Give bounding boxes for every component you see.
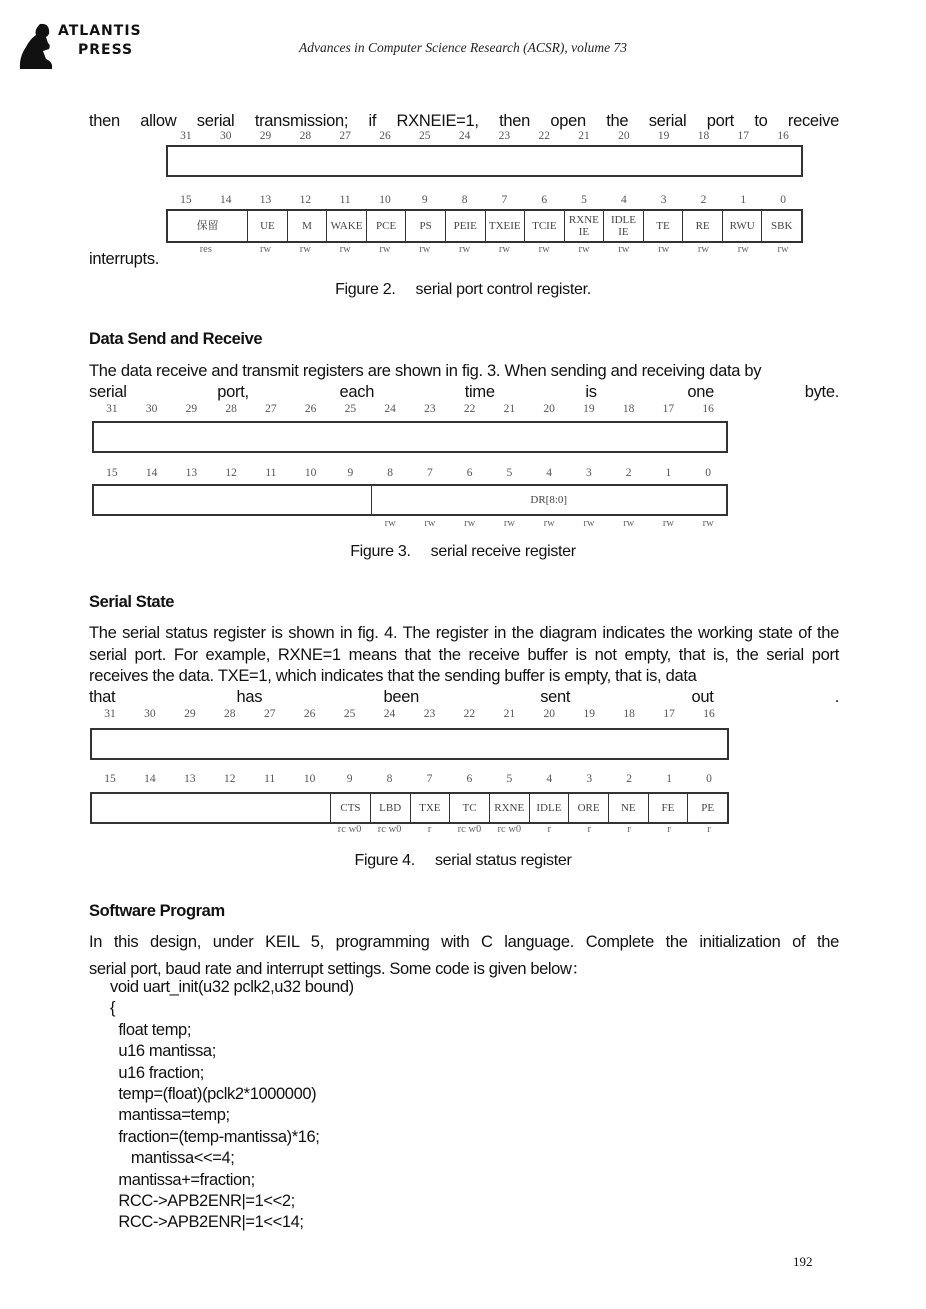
access-label: r: [427, 824, 432, 835]
access-label: [211, 518, 251, 529]
bit-number: 13: [259, 194, 272, 206]
bit-number: 29: [185, 403, 198, 415]
bit-number: 24: [384, 403, 396, 415]
bit-number: 22: [463, 708, 476, 720]
bit-number: 11: [339, 194, 351, 206]
access-label: rc w0: [457, 824, 482, 835]
access-label: rw: [702, 518, 714, 529]
bit-number: 31: [104, 708, 116, 720]
bit-number: 2: [626, 773, 633, 785]
register-field: 保留: [196, 220, 219, 232]
figure2-register-diagram: [166, 128, 803, 258]
bit-number: 28: [225, 403, 237, 415]
bit-number: 18: [697, 130, 710, 142]
intro-line1: then allow serial transmission; if RXNEIE=1, then open the serial port to receive: [89, 112, 839, 130]
code-line: temp=(float)(pclk2*1000000): [110, 1085, 317, 1104]
register-field: IDLE: [529, 794, 569, 822]
bit-number: 23: [498, 130, 511, 142]
access-label: rw: [538, 244, 550, 255]
access-label: [331, 518, 371, 529]
page-number: 192: [793, 1254, 813, 1269]
bit-number: 7: [501, 194, 508, 206]
figure2-fields: [168, 211, 801, 241]
access-label: rw: [419, 244, 431, 255]
access-label: rw: [777, 244, 789, 255]
bit-number: 25: [343, 708, 356, 720]
access-label: rw: [503, 518, 515, 529]
bit-number: 12: [225, 467, 237, 479]
bit-number: 22: [463, 403, 476, 415]
bit-number: 27: [339, 130, 351, 142]
section-heading-data-send-receive: Data Send and Receive: [89, 330, 263, 348]
figure4-register-diagram: [90, 707, 729, 842]
register-field: PS: [405, 211, 445, 241]
register-field: ORE: [568, 794, 608, 822]
bit-number: 11: [265, 467, 277, 479]
register-field: TCIE: [524, 211, 564, 241]
bit-number: 29: [184, 708, 196, 720]
access-label: [92, 518, 132, 529]
access-label: rw: [259, 244, 272, 255]
access-label: rw: [623, 518, 635, 529]
bit-number: 24: [458, 130, 471, 142]
access-label: [132, 518, 172, 529]
bit-number: 15: [106, 467, 118, 479]
bit-number: 14: [219, 194, 232, 206]
bit-number: 10: [379, 194, 391, 206]
bit-number: 8: [387, 467, 393, 479]
access-label: r: [667, 824, 671, 835]
bit-number: 1: [740, 194, 747, 206]
figure2-access-labels: [166, 244, 803, 255]
software-para-line2: serial port, baud rate and interrupt settings. Some code is given below：: [89, 960, 588, 978]
bit-number: 0: [780, 194, 786, 206]
bit-number: 26: [304, 403, 317, 415]
logo-line1: ATLANTIS: [58, 23, 142, 39]
serial-state-para: The serial status register is shown in fig. 4. The register in the diagram indicates the working state of the serial port. For example, RXNE=1 means that the receive buffer is not empty, that is, the serial port receives the data. TXE=1, which indicates that the sending buffer is empty, that is, data: [89, 624, 839, 685]
register-field: PEIE: [445, 211, 485, 241]
logo-line2: PRESS: [78, 42, 134, 58]
register-field: TC: [449, 794, 489, 822]
intro-line2: interrupts.: [89, 250, 160, 268]
register-field: DR[8:0]: [371, 486, 727, 514]
register-field: PCE: [366, 211, 406, 241]
access-label: rc w0: [377, 824, 402, 835]
bit-number: 7: [427, 467, 433, 479]
access-label: rw: [583, 518, 595, 529]
figure4-caption: Figure 4. serial status register: [354, 852, 572, 869]
figure2-upper-bit-numbers: [166, 130, 803, 142]
data-send-para-line2: serial port, each time is one byte.: [89, 383, 839, 401]
figure4-upper-bit-numbers: [90, 708, 729, 720]
figure3-fields: [94, 486, 726, 514]
code-line: RCC->APB2ENR|=1<<2;: [110, 1192, 295, 1211]
bit-number: 11: [264, 773, 276, 785]
code-listing: [110, 977, 354, 1234]
bit-number: 5: [506, 773, 513, 785]
figure4-upper-register-box: [90, 728, 729, 760]
bit-number: 16: [777, 130, 789, 142]
bit-number: 3: [586, 773, 593, 785]
bit-number: 6: [466, 467, 473, 479]
register-field: RE: [682, 211, 722, 241]
bit-number: 4: [546, 773, 553, 785]
bit-number: 31: [180, 130, 192, 142]
code-line: RCC->APB2ENR|=1<<14;: [110, 1213, 304, 1232]
figure2-lower-register-box: [166, 209, 803, 243]
access-label: rw: [424, 518, 436, 529]
bit-number: 5: [581, 194, 587, 206]
bit-number: 16: [702, 403, 714, 415]
bit-number: 20: [618, 130, 630, 142]
figure2-caption: Figure 2. serial port control register.: [335, 281, 591, 298]
access-label: rw: [339, 244, 351, 255]
access-label: [251, 518, 291, 529]
bit-number: 8: [461, 194, 468, 206]
code-line: u16 mantissa;: [110, 1042, 216, 1061]
register-field: LBD: [370, 794, 410, 822]
bit-number: 18: [622, 403, 635, 415]
code-line: fraction=(temp-mantissa)*16;: [110, 1127, 320, 1146]
bit-number: 16: [703, 708, 715, 720]
bit-number: 12: [299, 194, 312, 206]
register-field: [92, 794, 330, 822]
bit-number: 13: [184, 773, 196, 785]
figure2-upper-register-box: [166, 145, 803, 177]
bit-number: 21: [578, 130, 590, 142]
bit-number: 2: [625, 467, 632, 479]
access-label: rw: [658, 244, 670, 255]
bit-number: 0: [705, 467, 711, 479]
bit-number: 22: [538, 130, 550, 142]
register-field: TXEIE: [485, 211, 525, 241]
section-heading-serial-state: Serial State: [89, 593, 175, 611]
access-label: rw: [498, 244, 510, 255]
access-label: r: [587, 824, 591, 835]
bit-number: 26: [379, 130, 391, 142]
bit-number: 4: [546, 467, 552, 479]
access-label: rw: [618, 244, 630, 255]
bit-number: 1: [666, 773, 672, 785]
register-field: M: [287, 211, 327, 241]
bit-number: 6: [466, 773, 473, 785]
code-line: mantissa<<=4;: [110, 1149, 235, 1168]
bit-number: 17: [737, 130, 750, 142]
access-label: res: [199, 244, 212, 255]
bit-number: 21: [503, 708, 516, 720]
access-label: rw: [464, 518, 476, 529]
access-label: r: [627, 824, 631, 835]
section-heading-software-program: Software Program: [89, 902, 225, 920]
bit-number: 25: [419, 130, 431, 142]
figure4-lower-bit-numbers: [90, 773, 729, 785]
bit-number: 31: [106, 403, 118, 415]
figure4-access-labels: [90, 824, 729, 835]
figure3-upper-register-box: [92, 421, 728, 453]
register-field: WAKE: [326, 211, 366, 241]
bit-number: 23: [424, 403, 436, 415]
bit-number: 20: [543, 403, 555, 415]
bit-number: 29: [259, 130, 272, 142]
register-field: FE: [648, 794, 688, 822]
bit-number: 7: [426, 773, 433, 785]
bit-number: 30: [144, 708, 156, 720]
code-line: u16 fraction;: [110, 1063, 204, 1082]
bit-number: 5: [506, 467, 513, 479]
code-line: {: [110, 999, 116, 1018]
bit-number: 9: [347, 467, 354, 479]
serial-state-para-last: that has been sent out .: [89, 688, 839, 706]
figure3-upper-bit-numbers: [92, 403, 728, 415]
access-label: [90, 824, 330, 835]
register-field: RXNE IE: [564, 211, 604, 241]
bit-number: 30: [145, 403, 158, 415]
access-label: rw: [379, 244, 391, 255]
access-label: rw: [662, 518, 674, 529]
journal-title: Advances in Computer Science Research (ACSR), volume 73: [299, 40, 627, 55]
access-label: rw: [737, 244, 749, 255]
access-label: [291, 518, 331, 529]
register-field: RXNE: [489, 794, 529, 822]
bit-number: 21: [503, 403, 516, 415]
register-field: TE: [643, 211, 683, 241]
bit-number: 1: [665, 467, 672, 479]
bit-number: 17: [663, 708, 675, 720]
bit-number: 30: [219, 130, 232, 142]
bit-number: 0: [706, 773, 712, 785]
figure3-lower-register-box: [92, 484, 728, 516]
access-label: [172, 518, 212, 529]
register-field: IDLE IE: [603, 211, 643, 241]
bit-number: 2: [700, 194, 707, 206]
access-label: rw: [697, 244, 710, 255]
figure3-register-diagram: [92, 402, 728, 532]
code-line: mantissa+=fraction;: [110, 1170, 255, 1189]
register-field: PE: [687, 794, 727, 822]
bit-number: 9: [421, 194, 428, 206]
register-field: NE: [608, 794, 648, 822]
bit-number: 14: [145, 467, 158, 479]
bit-number: 3: [586, 467, 592, 479]
bit-number: 24: [383, 708, 396, 720]
register-field: UE: [247, 211, 287, 241]
bit-number: 26: [303, 708, 316, 720]
bit-number: 8: [386, 773, 393, 785]
bit-number: 14: [144, 773, 156, 785]
code-line: void uart_init(u32 pclk2,u32 bound): [110, 978, 354, 996]
register-field: CTS: [330, 794, 370, 822]
bit-number: 10: [304, 467, 317, 479]
bit-number: 15: [180, 194, 192, 206]
bit-number: 28: [224, 708, 236, 720]
register-field: RWU: [722, 211, 762, 241]
bit-number: 15: [104, 773, 116, 785]
bit-number: 10: [303, 773, 316, 785]
bit-number: 6: [541, 194, 548, 206]
figure3-caption: Figure 3. serial receive register: [350, 543, 576, 560]
bit-number: 13: [185, 467, 198, 479]
access-label: rw: [543, 518, 555, 529]
access-label: rc w0: [337, 824, 362, 835]
figure3-lower-bit-numbers: [92, 467, 728, 479]
figure4-fields: [92, 794, 727, 822]
bit-number: 18: [623, 708, 635, 720]
figure3-access-labels: [92, 518, 728, 529]
bit-number: 9: [346, 773, 353, 785]
bit-number: 19: [657, 130, 670, 142]
access-label: rw: [299, 244, 311, 255]
access-label: rw: [384, 518, 396, 529]
access-label: r: [547, 824, 552, 835]
bit-number: 3: [660, 194, 667, 206]
bit-number: 20: [543, 708, 556, 720]
register-field: TXE: [410, 794, 450, 822]
figure2-lower-bit-numbers: [166, 194, 803, 206]
access-label: rw: [459, 244, 471, 255]
bit-number: 27: [265, 403, 277, 415]
code-line: float temp;: [110, 1020, 192, 1039]
bit-number: 28: [299, 130, 312, 142]
bit-number: 19: [583, 403, 595, 415]
access-label: rw: [578, 244, 590, 255]
figure4-lower-register-box: [90, 792, 729, 824]
bit-number: 12: [224, 773, 236, 785]
register-field: SBK: [761, 211, 801, 241]
register-field: [94, 486, 371, 514]
bit-number: 17: [662, 403, 675, 415]
software-para-line1: In this design, under KEIL 5, programming with C language. Complete the initialization of the: [89, 933, 839, 951]
bit-number: 19: [583, 708, 595, 720]
access-label: r: [707, 824, 711, 835]
bit-number: 4: [620, 194, 627, 206]
data-send-para-line1: The data receive and transmit registers are shown in fig. 3. When sending and receiving data by: [89, 362, 762, 380]
bit-number: 23: [423, 708, 436, 720]
bit-number: 25: [344, 403, 357, 415]
bit-number: 27: [263, 708, 276, 720]
access-label: rc w0: [497, 824, 522, 835]
code-line: mantissa=temp;: [110, 1106, 230, 1125]
